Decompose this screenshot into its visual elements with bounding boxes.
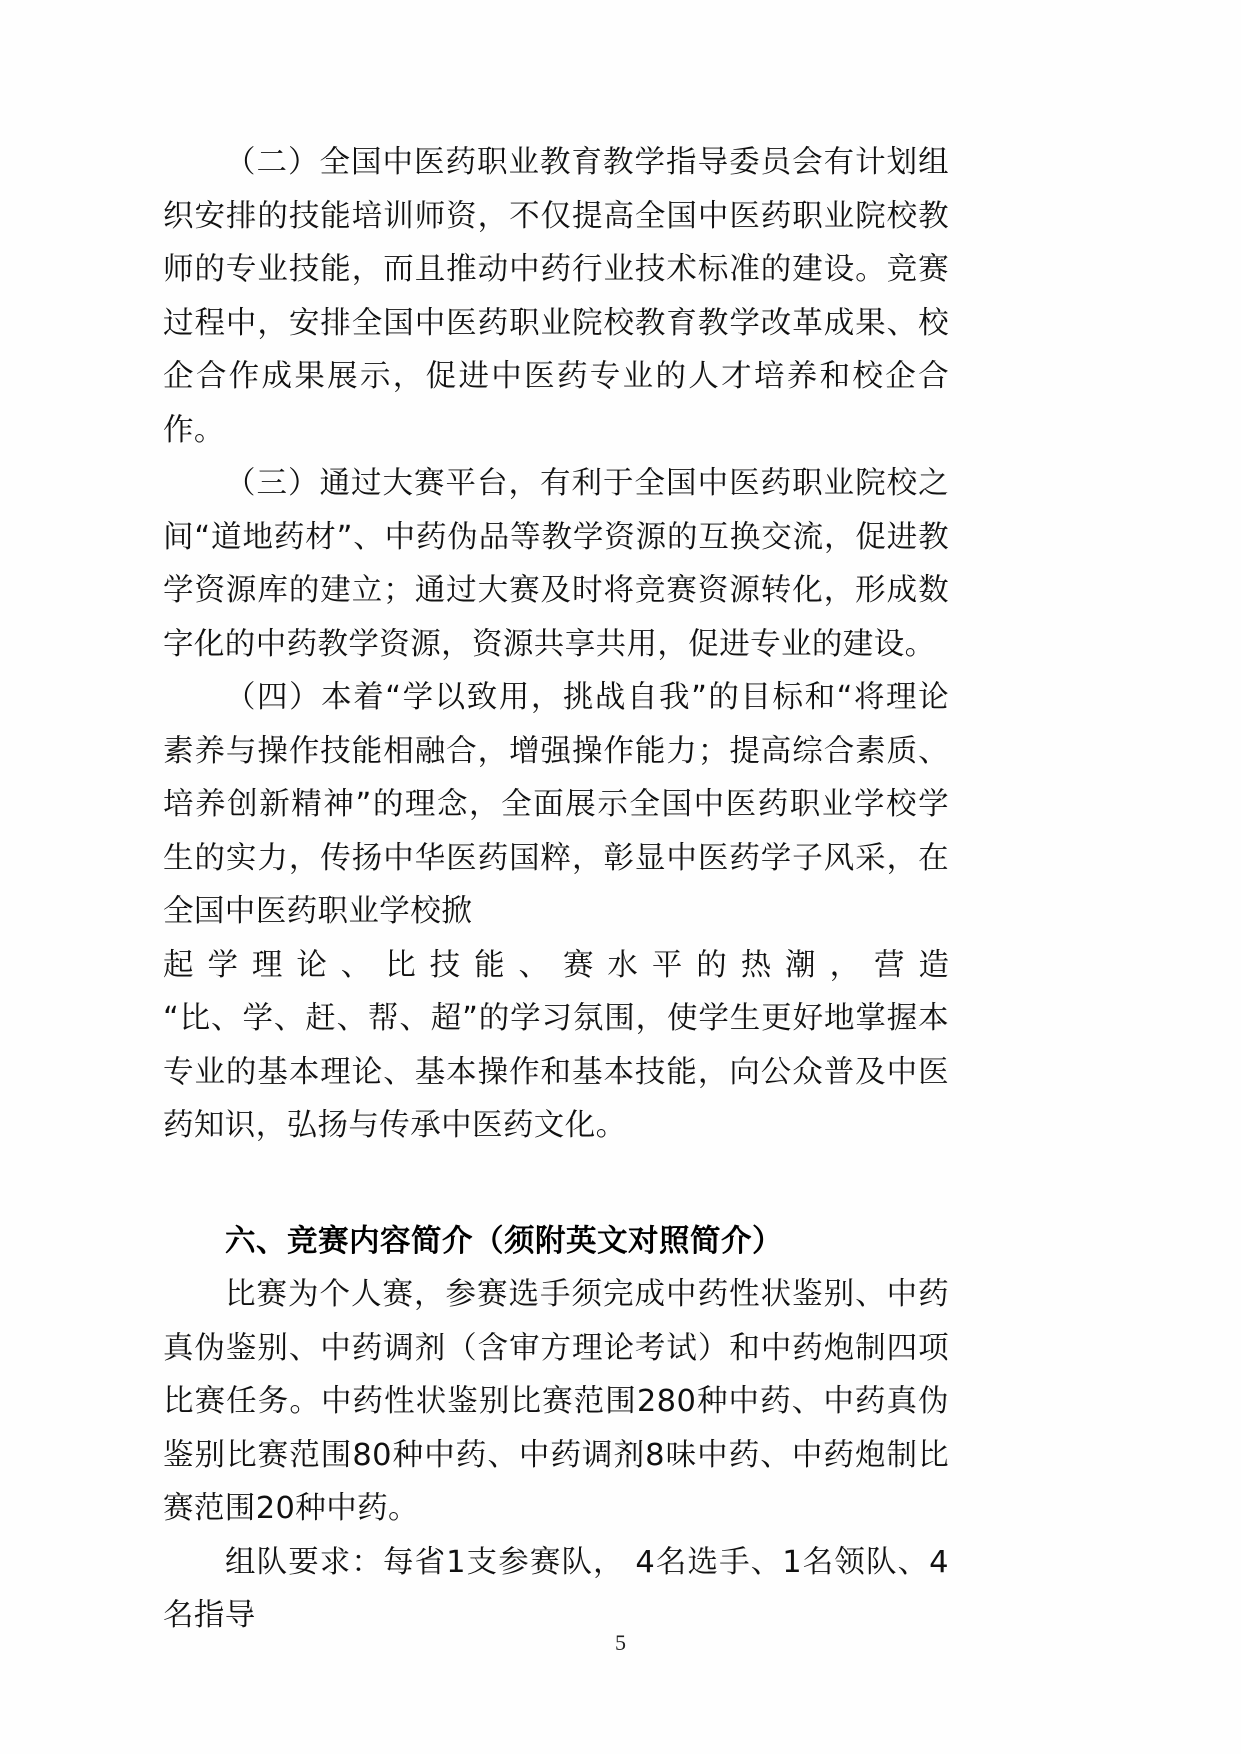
paragraph-team-requirement: 组队要求：每省1支参赛队， 4名选手、1名领队、4名指导 — [163, 1544, 949, 1633]
page-content — [163, 136, 949, 1643]
paragraph-item-3: （三）通过大赛平台，有利于全国中医药职业院校之间“道地药材”、中药伪品等教学资源的互换交流，促进教学资源库的建立；通过大赛及时将竞赛资源转化，形成数字化的中药教学资源，资源共享共用，促进专业的建设。 — [163, 466, 949, 662]
paragraph-item-4-part-a: （四）本着“学以致用，挑战自我”的目标和“将理论素养与操作技能相融合，增强操作能力；提高综合素质、培养创新精神”的理念，全面展示全国中医药职业学校学生的实力，传扬中华医药国粹，彰显中医药学子风采，在全国中医药职业学校掀 — [163, 680, 949, 929]
paragraph-item-4-part-b: “比、学、赶、帮、超”的学习氛围，使学生更好地掌握本专业的基本理论、基本操作和基本技能，向公众普及中医药知识，弘扬与传承中医药文化。 — [163, 1001, 949, 1143]
paragraph-item-2: （二）全国中医药职业教育教学指导委员会有计划组织安排的技能培训师资，不仅提高全国中医药职业院校教师的专业技能，而且推动中药行业技术标准的建设。竞赛过程中，安排全国中医药职业院校教育教学改革成果、校企合作成果展示，促进中医药专业的人才培养和校企合作。 — [163, 145, 949, 448]
section-heading-six: 六、竞赛内容简介（须附英文对照简介） — [225, 1223, 783, 1259]
section-spacer — [163, 1153, 949, 1215]
page-number: 5 — [615, 1630, 626, 1655]
paragraph-item-4-wide-line: 起学理论、比技能、赛水平的热潮，营造 — [163, 947, 949, 983]
paragraph-content-intro: 比赛为个人赛，参赛选手须完成中药性状鉴别、中药真伪鉴别、中药调剂（含审方理论考试）和中药炮制四项比赛任务。中药性状鉴别比赛范围280种中药、中药真伪鉴别比赛范围80种中药、中药调剂8味中药、中药炮制比赛范围20种中药。 — [163, 1277, 949, 1526]
